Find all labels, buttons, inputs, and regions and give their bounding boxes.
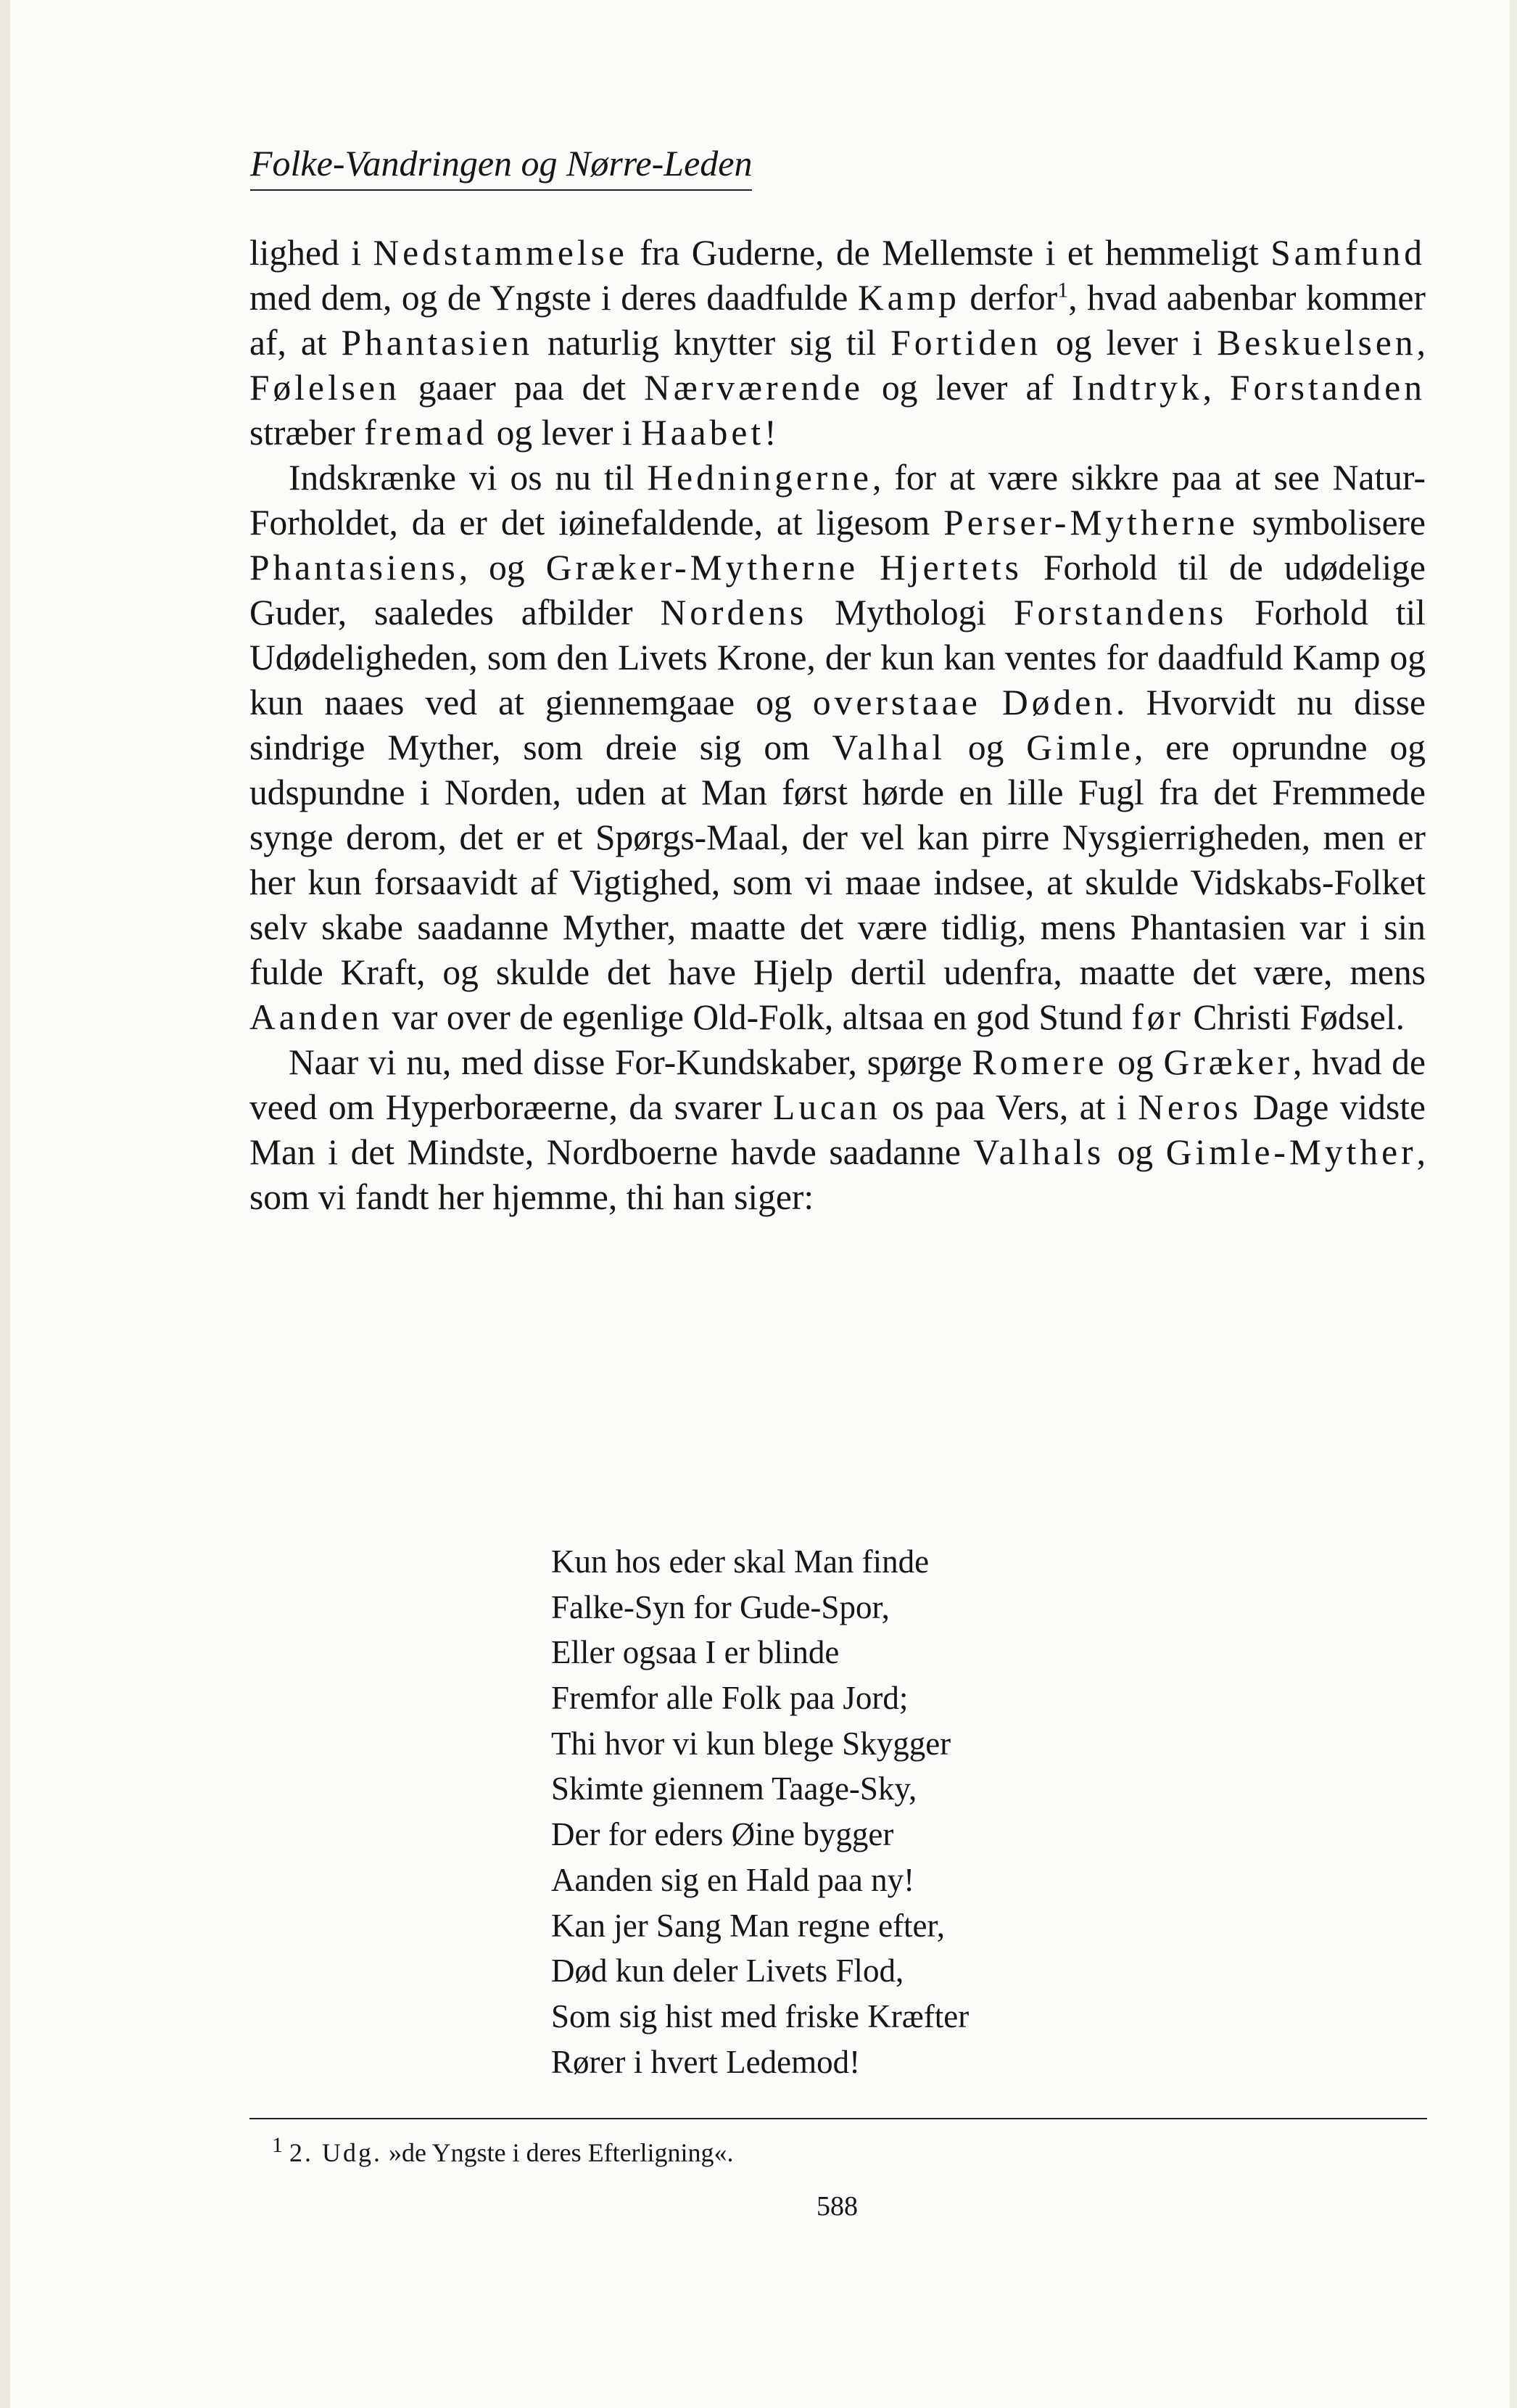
p1-e: med dem, og de Yngste i deres daadfulde (249, 278, 858, 318)
p3-f: Lucan (772, 1087, 881, 1127)
verse-line: Kan jer Sang Man regne efter, (551, 1907, 945, 1944)
paragraph-1 (249, 231, 1426, 455)
p3-j: Valhals (973, 1132, 1105, 1172)
p3-c: og (1107, 1042, 1164, 1082)
p1-i: Phantasien (341, 323, 534, 363)
p1-u: Forstanden (1230, 368, 1426, 408)
p2-i (859, 548, 880, 587)
p1-s: Indtryk (1071, 368, 1203, 408)
running-head: Folke-Vandringen og Nørre-Leden (250, 141, 752, 191)
p1-h: , hvad aabenbar kommer af, at (249, 278, 1426, 363)
p1-z: ! (764, 413, 777, 453)
verse-quotation (551, 1539, 969, 2085)
p3-a: Naar vi nu, med disse For-Kundskaber, spørge (289, 1042, 972, 1082)
p1-c: fra Guderne, de Mellemste i et hemmeligt (627, 233, 1271, 273)
p1-o: Følelsen (249, 368, 400, 408)
p2-w: , ere oprundne og udspundne i Norden, uden at Man først hørde en lille Fugl fra det Fremmede synge derom, det er et Spørgs-Maal, der vel kan pirre Nysgierrigheden, men er her kun forsaavidt af Vigtighed, som vi maae indsee, at skulde Vidskabs-Folket selv skabe saadanne Myther, maatte det være tidlig, mens Phantasien var i sin fulde Kraft, og skulde det have Hjelp dertil udenfra, maatte det være, mens (249, 727, 1426, 992)
p2-z2: Christi Fødsel. (1184, 997, 1405, 1037)
p3-b: Romere (972, 1042, 1108, 1082)
p2-u: og (945, 727, 1027, 767)
verse-line: Eller ogsaa I er blinde (551, 1634, 840, 1671)
p2-q (981, 683, 1002, 722)
verse-line: Fremfor alle Folk paa Jord; (551, 1680, 909, 1717)
p2-v: Gimle (1026, 727, 1135, 767)
verse-line: Thi hvor vi kun blege Skygger (551, 1725, 951, 1762)
p2-b: Hedningerne (647, 458, 873, 498)
p3-h: Neros (1138, 1087, 1242, 1127)
footnote-rule (249, 2118, 1427, 2119)
verse-line: Falke-Syn for Gude-Spor, (551, 1588, 890, 1625)
verse-line: Kun hos eder skal Man finde (551, 1543, 930, 1580)
p2-o: Forhold til Udødeligheden, som den Livets Krone, der kun kan ventes for daadfuld Kamp og kun naaes ved at giennemgaae og (249, 593, 1426, 722)
p1-l: og lever i (1041, 323, 1218, 363)
p1-p: gaaer paa det (400, 368, 645, 408)
p2-z: før (1131, 997, 1185, 1037)
p1-f: Kamp (857, 278, 960, 318)
p1-x: og lever i (487, 413, 641, 453)
footnote-text: »de Yngste i deres Efterligning«. (382, 2138, 734, 2167)
p2-f: Phantasiens (249, 548, 459, 587)
p2-h: Græker-Mytherne (545, 548, 859, 587)
p1-k: Fortiden (890, 323, 1041, 363)
footnote-reference: 1 (1057, 278, 1069, 302)
p2-g: , og (458, 548, 546, 587)
p1-q: Nærværende (644, 368, 864, 408)
paragraph-2 (249, 455, 1426, 1040)
p2-k: Forhold til de udødelige Guder, saaledes afbilder (249, 548, 1426, 632)
verse-line: Død kun deler Livets Flod, (551, 1953, 904, 1990)
p2-n: Forstandens (1014, 593, 1228, 632)
p1-v: stræber (249, 413, 365, 453)
page-number: 588 (817, 2191, 858, 2222)
p3-e: , hvad de veed om Hyperboræerne, da svarer (249, 1042, 1426, 1127)
footnote-edition: 2. Udg. (289, 2138, 382, 2167)
verse-line: Aanden sig en Hald paa ny! (551, 1861, 915, 1898)
verse-line: Skimte giennem Taage-Sky, (551, 1770, 917, 1807)
p1-j: naturlig knytter sig til (533, 323, 891, 363)
p2-e: symbolisere (1238, 503, 1426, 543)
p2-m: Mythologi (807, 593, 1014, 632)
p3-m: , som vi fandt her hjemme, thi han siger: (249, 1132, 1426, 1217)
p1-y: Haabet (640, 413, 765, 453)
p3-g: os paa Vers, at i (880, 1087, 1138, 1127)
p1-g: derfor (959, 278, 1058, 318)
p1-a: lighed i (249, 233, 373, 273)
verse-line: Som sig hist med friske Kræfter (551, 1997, 970, 2034)
p3-k: og (1104, 1132, 1166, 1172)
p3-d: Græker (1163, 1042, 1293, 1082)
p2-s: . Hvorvidt nu disse sindrige Myther, som dreie sig om (249, 683, 1426, 767)
p2-y: var over de egenlige Old-Folk, altsaa en god Stund (382, 997, 1132, 1037)
footnote (272, 2135, 734, 2170)
p2-a: Indskrænke vi os nu til (289, 458, 648, 498)
p2-p: overstaae (812, 683, 981, 722)
p3-i: Dage vidste Man i det Mindste, Nordboerne havde saadanne (249, 1087, 1426, 1172)
footnote-number: 1 (272, 2133, 283, 2157)
p2-x: Aanden (249, 997, 383, 1037)
p2-d: Perser-Mytherne (943, 503, 1239, 543)
p2-t: Valhal (832, 727, 946, 767)
p1-d: Samfund (1270, 233, 1426, 273)
p2-j: Hjertets (880, 548, 1022, 587)
verse-line: Der for eders Øine bygger (551, 1816, 894, 1853)
paragraph-3 (249, 1040, 1426, 1220)
p1-m: Beskuelsen (1217, 323, 1417, 363)
verse-line: Rører i hvert Ledemod! (551, 2043, 861, 2080)
body-text (249, 231, 1426, 1220)
p3-l: Gimle-Myther (1165, 1132, 1417, 1172)
p1-n: , (1416, 323, 1426, 363)
p1-b: Nedstammelse (373, 233, 628, 273)
p2-c: , for at være sikkre paa at see Natur-Forholdet, da er det iøinefaldende, at ligesom (249, 458, 1426, 543)
p2-r: Døden (1001, 683, 1116, 722)
p2-l: Nordens (660, 593, 808, 632)
p1-r: og lever af (864, 368, 1072, 408)
p1-t: , (1202, 368, 1231, 408)
p1-w: fremad (364, 413, 488, 453)
